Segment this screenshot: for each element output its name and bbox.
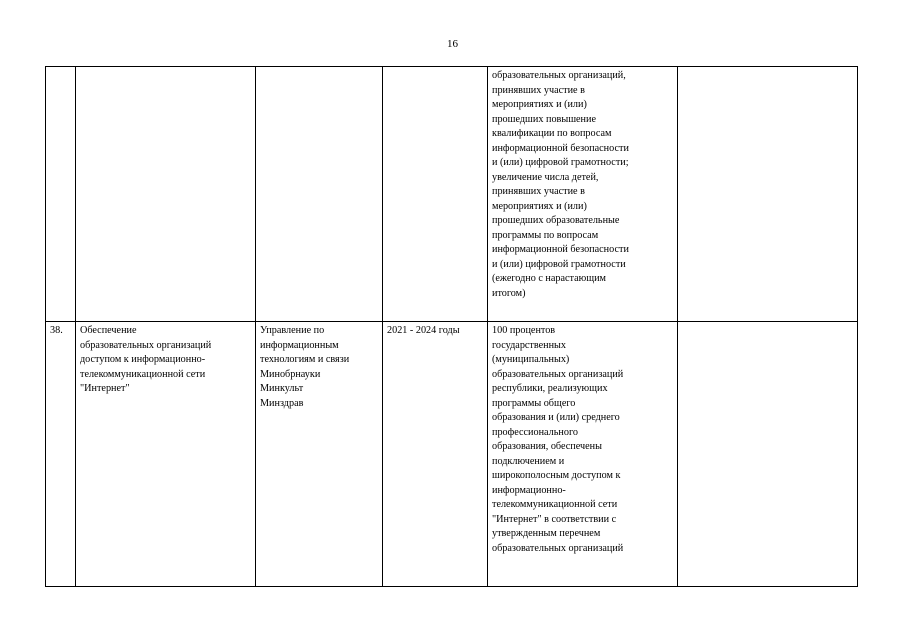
period-cell [383, 67, 488, 322]
note-cell [678, 67, 858, 322]
measure-cell [76, 67, 256, 322]
measure-cell: Обеспечение образовательных организаций доступом к информационно- телекоммуникационной сети "Интернет" [76, 322, 256, 587]
executor-cell: Управление по информационным технологиям и связи Минобрнауки Минкульт Минздрав [256, 322, 383, 587]
measures-table [45, 66, 858, 587]
result-cell: образовательных организаций, принявших участие в мероприятиях и (или) прошедших повышение квалификации по вопросам информационной безопасности и (или) цифровой грамотности; увеличение числа детей, принявших участие в мероприятиях и (или) прошедших образовательные программы по вопросам информационной безопасности и (или) цифровой грамотности (ежегодно с нарастающим итогом) [488, 67, 678, 322]
table-row [46, 322, 858, 587]
row-number-cell: 38. [46, 322, 76, 587]
row-number-cell [46, 67, 76, 322]
period-cell: 2021 - 2024 годы [383, 322, 488, 587]
note-cell [678, 322, 858, 587]
executor-cell [256, 67, 383, 322]
result-cell: 100 процентов государственных (муниципальных) образовательных организаций республики, реализующих программы общего образования и (или) среднего профессионального образования, обеспечены подключением и широкополосным доступом к информационно- телекоммуникационной сети "Интернет" в соответствии с утвержденным перечнем образовательных организаций [488, 322, 678, 587]
table-row [46, 67, 858, 322]
page-number: 16 [447, 38, 458, 50]
